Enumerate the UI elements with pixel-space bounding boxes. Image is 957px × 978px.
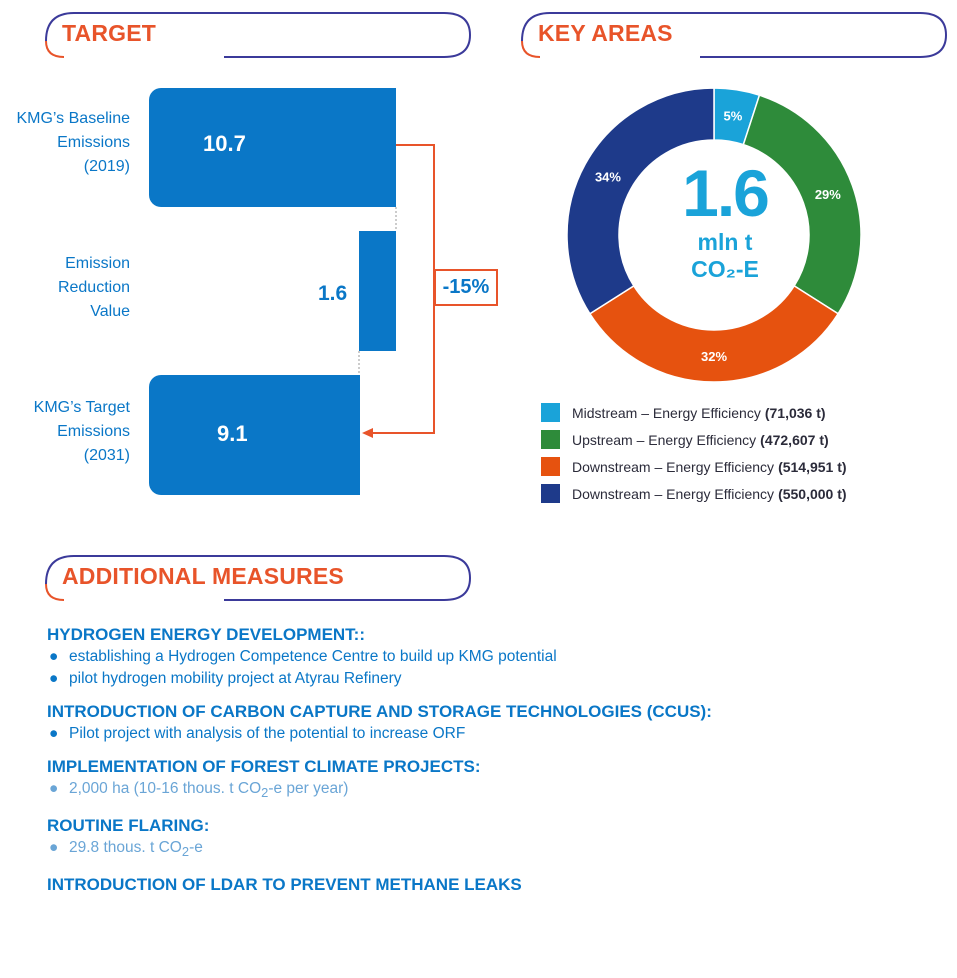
legend-label: Midstream – Energy Efficiency [572, 404, 761, 421]
subscript: 2 [261, 785, 269, 801]
baseline-label-line: KMG’s Baseline [16, 110, 130, 127]
donut-slice-label: 32% [700, 349, 728, 364]
key-areas-title: KEY AREAS [538, 20, 673, 46]
measure-title: INTRODUCTION OF LDAR TO PREVENT METHANE LEAKS [47, 875, 522, 895]
legend-amount: (472,607 t) [760, 431, 829, 448]
measure-list [47, 646, 927, 690]
legend-swatch [541, 484, 560, 503]
donut-slice [590, 286, 838, 382]
measure-item-text: 2,000 ha (10-16 thous. t CO [69, 780, 262, 797]
measure-block [47, 701, 927, 745]
legend-label: Downstream – Energy Efficiency [572, 458, 775, 475]
legend-amount: (514,951 t) [778, 458, 847, 475]
bullet-icon: ● [49, 839, 59, 857]
donut-center-value: 1.6 [682, 156, 768, 230]
target-label-line: (2031) [83, 447, 130, 464]
legend-label: Upstream – Energy Efficiency [572, 431, 757, 448]
reduction-percent-badge: -15% [434, 269, 498, 306]
measure-item [47, 778, 927, 804]
bullet-icon: ● [49, 648, 59, 665]
legend-item [541, 399, 847, 426]
subscript: 2 [181, 844, 190, 860]
measures-section [47, 624, 927, 907]
measure-item-text: Pilot project with analysis of the potential to increase ORF [69, 725, 466, 742]
measure-item-text: -e [189, 839, 203, 857]
legend-item [541, 453, 847, 480]
measure-item [47, 837, 927, 863]
reduction-value: 1.6 [318, 282, 348, 305]
reduction-label-line: Reduction [57, 279, 130, 296]
legend-amount: (71,036 t) [764, 404, 826, 421]
target-label-line: KMG’s Target [33, 399, 130, 416]
donut-legend [541, 399, 847, 507]
measure-item-text: -e per year) [268, 780, 349, 797]
measure-list [47, 778, 927, 804]
donut-center-unit [660, 229, 790, 283]
baseline-value: 10.7 [203, 131, 246, 156]
donut-unit-line: CO₂-E [691, 256, 759, 282]
bullet-icon: ● [49, 780, 59, 797]
donut-slice-label: 29% [814, 187, 841, 203]
measure-title: ROUTINE FLARING: [47, 816, 210, 836]
legend-item [541, 426, 847, 453]
target-value: 9.1 [217, 421, 248, 446]
measure-item [47, 668, 927, 690]
measure-title: IMPLEMENTATION OF FOREST CLIMATE PROJECTS: [47, 757, 481, 776]
measure-list [47, 723, 927, 745]
additional-measures-title: ADDITIONAL MEASURES [62, 563, 344, 589]
measure-block [47, 756, 927, 804]
reduction-label-line: Value [90, 303, 130, 320]
legend-item [541, 480, 847, 507]
donut-slice-label: 5% [723, 108, 743, 124]
target-title: TARGET [62, 20, 157, 46]
measure-list [47, 837, 927, 863]
legend-label: Downstream – Energy Efficiency [572, 485, 775, 502]
legend-swatch [541, 457, 560, 476]
measure-item-text: establishing a Hydrogen Competence Centre to build up KMG potential [69, 648, 557, 665]
donut-unit-line: mln t [697, 229, 753, 255]
baseline-label-line: Emissions [57, 134, 130, 151]
measure-item-text: 29.8 thous. t CO [69, 839, 182, 857]
bullet-icon: ● [49, 725, 59, 742]
measure-item-text: pilot hydrogen mobility project at Atyrau Refinery [69, 670, 402, 687]
measure-title: INTRODUCTION OF CARBON CAPTURE AND STORAGE TECHNOLOGIES (CCUS): [47, 702, 712, 721]
measure-block [47, 874, 927, 896]
measure-title: HYDROGEN ENERGY DEVELOPMENT:: [47, 625, 366, 644]
target-label-line: Emissions [57, 423, 130, 440]
legend-swatch [541, 430, 560, 449]
baseline-label-line: (2019) [83, 158, 130, 175]
measure-item [47, 646, 927, 668]
legend-swatch [541, 403, 560, 422]
measure-item [47, 723, 927, 745]
bullet-icon: ● [49, 670, 59, 687]
measure-block [47, 815, 927, 863]
reduction-label-line: Emission [65, 255, 130, 272]
measure-block [47, 624, 927, 690]
donut-slice-label: 34% [594, 169, 621, 185]
legend-amount: (550,000 t) [778, 485, 847, 502]
